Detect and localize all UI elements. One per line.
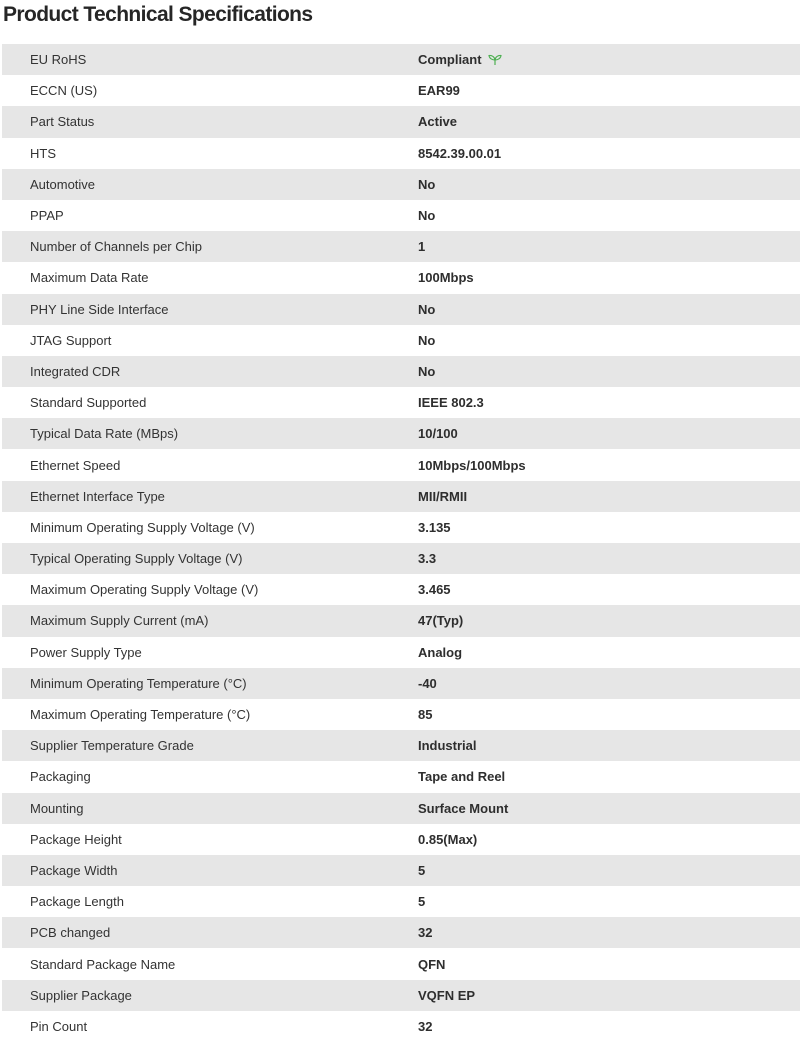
spec-value [418, 294, 800, 325]
spec-label: Package Width [30, 862, 118, 878]
spec-value-text: EAR99 [418, 83, 460, 99]
spec-value [418, 980, 800, 1011]
spec-value [418, 325, 800, 356]
spec-label: Power Supply Type [30, 644, 142, 660]
spec-value-text: 47(Typ) [418, 613, 464, 629]
spec-row [2, 325, 800, 356]
spec-label: Part Status [30, 114, 95, 130]
spec-value-text: 8542.39.00.01 [418, 145, 502, 161]
spec-label: PPAP [30, 208, 64, 224]
spec-value [418, 262, 800, 293]
spec-label: EU RoHS [30, 52, 87, 68]
spec-label: Typical Operating Supply Voltage (V) [30, 551, 243, 567]
spec-value [418, 917, 800, 948]
spec-label: Integrated CDR [30, 363, 121, 379]
spec-row [2, 294, 800, 325]
spec-row [2, 1011, 800, 1042]
spec-row [2, 106, 800, 137]
spec-value [418, 543, 800, 574]
spec-label: Maximum Operating Temperature (°C) [30, 707, 251, 723]
spec-value [418, 605, 800, 636]
spec-value-text: 1 [418, 239, 426, 255]
spec-row [2, 262, 800, 293]
spec-row [2, 855, 800, 886]
spec-value [418, 699, 800, 730]
spec-value [418, 574, 800, 605]
spec-value-text: Industrial [418, 738, 477, 754]
spec-value [418, 793, 800, 824]
spec-row [2, 356, 800, 387]
spec-label: Standard Supported [30, 395, 147, 411]
spec-value-text: 5 [418, 862, 426, 878]
spec-value-text: VQFN EP [418, 987, 476, 1003]
spec-label: Mounting [30, 800, 84, 816]
spec-row [2, 824, 800, 855]
spec-value-text: No [418, 208, 436, 224]
spec-row [2, 699, 800, 730]
spec-row [2, 917, 800, 948]
spec-value-text: 85 [418, 707, 433, 723]
spec-row [2, 761, 800, 792]
spec-table-body [2, 44, 800, 1042]
spec-value-text: Active [418, 114, 458, 130]
spec-value [418, 668, 800, 699]
spec-row [2, 75, 800, 106]
spec-value [418, 824, 800, 855]
spec-label: ECCN (US) [30, 83, 98, 99]
spec-row [2, 387, 800, 418]
spec-row [2, 418, 800, 449]
spec-label: Supplier Temperature Grade [30, 738, 194, 754]
spec-label: Minimum Operating Temperature (°C) [30, 675, 247, 691]
spec-label: Maximum Operating Supply Voltage (V) [30, 582, 259, 598]
spec-row [2, 138, 800, 169]
spec-value-text: 100Mbps [418, 270, 474, 286]
spec-value-text: 10Mbps/100Mbps [418, 457, 526, 473]
spec-row [2, 730, 800, 761]
spec-row [2, 231, 800, 262]
spec-row [2, 449, 800, 480]
spec-row [2, 605, 800, 636]
spec-row [2, 668, 800, 699]
spec-value-text: No [418, 363, 436, 379]
spec-value [418, 948, 800, 979]
spec-value [418, 449, 800, 480]
spec-label: Number of Channels per Chip [30, 239, 202, 255]
spec-value-text: 5 [418, 894, 426, 910]
spec-label: PHY Line Side Interface [30, 301, 169, 317]
spec-row [2, 793, 800, 824]
spec-value [418, 138, 800, 169]
spec-value [418, 387, 800, 418]
leaf-icon [488, 54, 502, 66]
spec-value [418, 231, 800, 262]
spec-label: HTS [30, 145, 56, 161]
spec-value-text: 32 [418, 1018, 433, 1034]
spec-value-text: 0.85(Max) [418, 831, 478, 847]
spec-row [2, 44, 800, 75]
spec-row [2, 512, 800, 543]
spec-value [418, 730, 800, 761]
spec-table [2, 44, 800, 1042]
spec-label: Package Length [30, 894, 124, 910]
spec-label: JTAG Support [30, 332, 112, 348]
spec-value-text: 32 [418, 925, 433, 941]
spec-value [418, 200, 800, 231]
spec-value [418, 418, 800, 449]
spec-row [2, 886, 800, 917]
spec-label: Packaging [30, 769, 91, 785]
spec-label: Typical Data Rate (MBps) [30, 426, 179, 442]
spec-value [418, 886, 800, 917]
spec-label: Maximum Supply Current (mA) [30, 613, 209, 629]
spec-label: Pin Count [30, 1018, 88, 1034]
page-title: Product Technical Specifications [3, 3, 313, 26]
spec-label: Package Height [30, 831, 122, 847]
spec-value [418, 637, 800, 668]
spec-value-text: No [418, 176, 436, 192]
spec-row [2, 574, 800, 605]
spec-value-text: No [418, 301, 436, 317]
spec-value-text: No [418, 332, 436, 348]
spec-label: Ethernet Interface Type [30, 488, 165, 504]
spec-value [418, 512, 800, 543]
spec-label: Maximum Data Rate [30, 270, 149, 286]
spec-value-text: 3.135 [418, 519, 451, 535]
spec-value [418, 44, 800, 75]
spec-value-text: QFN [418, 956, 446, 972]
spec-value-text: Surface Mount [418, 800, 509, 816]
spec-value-text: IEEE 802.3 [418, 395, 484, 411]
spec-row [2, 948, 800, 979]
spec-value [418, 1011, 800, 1042]
spec-value [418, 481, 800, 512]
spec-label: Minimum Operating Supply Voltage (V) [30, 519, 255, 535]
spec-value [418, 106, 800, 137]
spec-value [418, 855, 800, 886]
spec-value [418, 761, 800, 792]
spec-value-text: 10/100 [418, 426, 458, 442]
spec-value-text: Tape and Reel [418, 769, 506, 785]
spec-value [418, 356, 800, 387]
spec-label: Standard Package Name [30, 956, 176, 972]
spec-row [2, 169, 800, 200]
spec-label: Automotive [30, 176, 96, 192]
spec-label: Supplier Package [30, 987, 132, 1003]
spec-value [418, 75, 800, 106]
spec-row [2, 543, 800, 574]
spec-label: Ethernet Speed [30, 457, 121, 473]
spec-value-text: -40 [418, 675, 437, 691]
spec-row [2, 200, 800, 231]
spec-row [2, 481, 800, 512]
spec-value-text: MII/RMII [418, 488, 468, 504]
spec-value [418, 169, 800, 200]
spec-value-text: Analog [418, 644, 463, 660]
spec-value-text: 3.465 [418, 582, 451, 598]
spec-value-text: 3.3 [418, 551, 437, 567]
spec-row [2, 980, 800, 1011]
spec-row [2, 637, 800, 668]
spec-label: PCB changed [30, 925, 111, 941]
spec-value-text: Compliant [418, 52, 482, 68]
